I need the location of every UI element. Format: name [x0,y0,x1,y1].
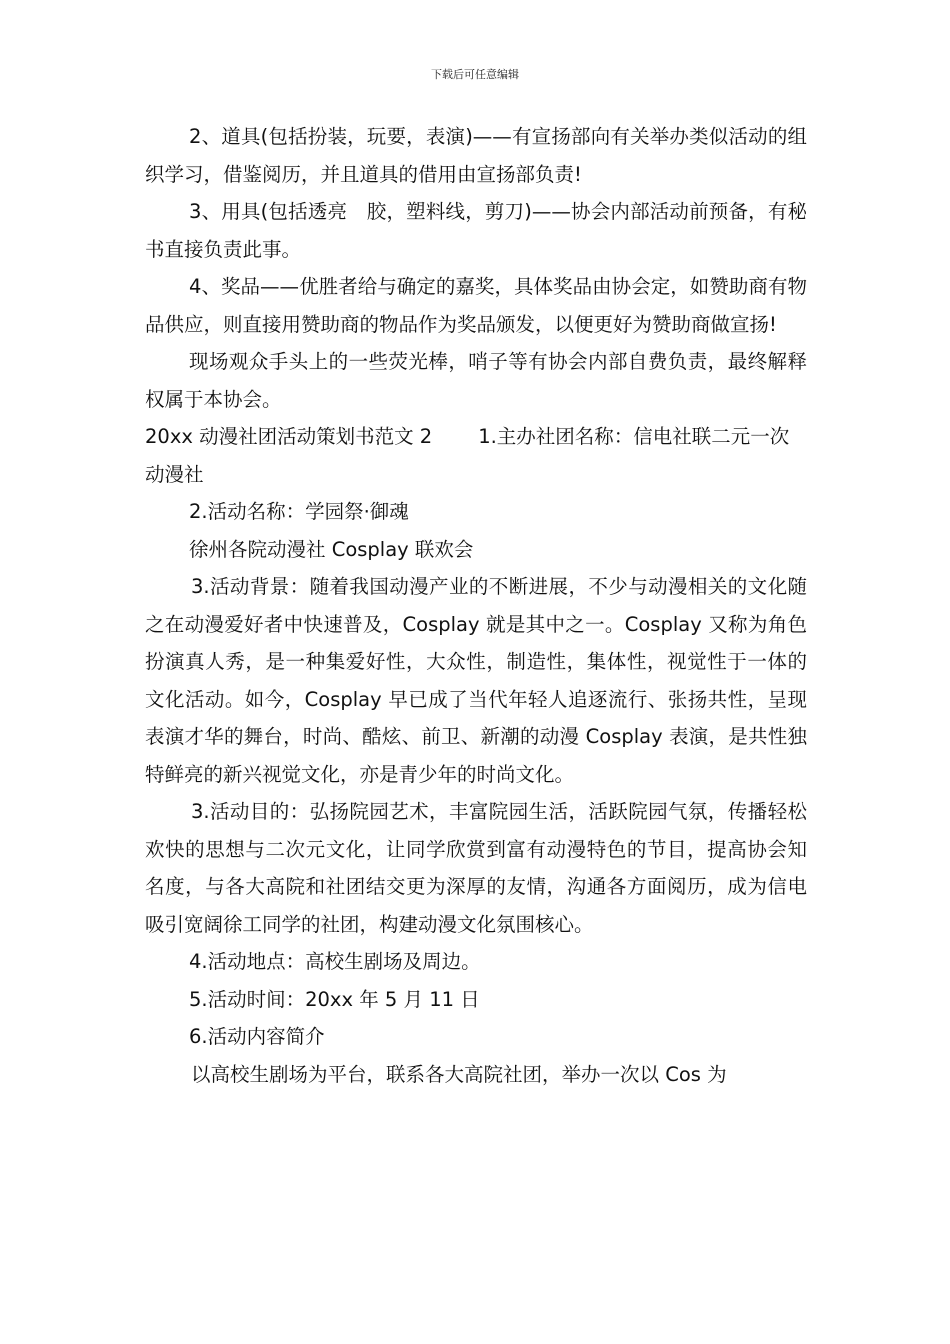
organizer-name: 1.主办社团名称：信电社联二元一次动漫社 [145,425,790,486]
document-body [145,118,807,1093]
paragraph-prizes: 4、奖品——优胜者给与确定的嘉奖，具体奖品由协会定，如赞助商有物品供应，则直接用赞助商的物品作为奖品颁发，以便更好为赞助商做宣扬! [145,275,807,336]
page-header: 下载后可任意编辑 [431,68,519,81]
activity-time: 5.活动时间：20xx 年 5 月 11 日 [189,987,480,1011]
activity-purpose: 3.活动目的：弘扬院园艺术，丰富院园生活，活跃院园气氛，传播轻松欢快的思想与二次元文化，让同学欣赏到富有动漫特色的节目，提高协会知名度，与各大高院和社团结交更为深厚的友情，沟通各方面阅历，成为信电吸引宽阔徐工同学的社团，构建动漫文化氛围核心。 [145,800,807,936]
paragraph-audience: 现场观众手头上的一些荧光棒，哨子等有协会内部自费负责，最终解释权属于本协会。 [145,350,807,411]
paragraph-tools: 3、用具(包括透亮 胶，塑料线，剪刀)——协会内部活动前预备，有秘书直接负责此事。 [145,200,807,261]
activity-name: 2.活动名称：学园祭·御魂 [189,500,409,523]
activity-background: 3.活动背景：随着我国动漫产业的不断进展，不少与动漫相关的文化随之在动漫爱好者中快速普及，Cosplay 就是其中之一。Cosplay 又称为角色扮演真人秀，是一种集爱好性，大众性，制造性，集体性，视觉性于一体的文化活动。如今，Cosplay 早已成了当代年轻人追逐流行、张扬共性，呈现表演才华的舞台，时尚、酷炫、前卫、新潮的动漫 Cosplay 表演，是共性独特鲜亮的新兴视觉文化，亦是青少年的时尚文化。 [145,575,807,786]
paragraph-props: 2、道具(包括扮装，玩要，表演)——有宣扬部向有关举办类似活动的组织学习，借鉴阅历，并且道具的借用由宣扬部负责! [145,125,807,186]
activity-subtitle: 徐州各院动漫社 Cosplay 联欢会 [189,537,474,561]
section-heading-line [145,418,807,493]
activity-content-heading: 6.活动内容简介 [189,1025,325,1048]
activity-content-text: 以高校生剧场为平台，联系各大高院社团，举办一次以 Cos 为 [191,1062,727,1086]
section-title: 20xx 动漫社团活动策划书范文 2 [145,425,433,448]
activity-location: 4.活动地点：高校生剧场及周边。 [189,950,481,973]
